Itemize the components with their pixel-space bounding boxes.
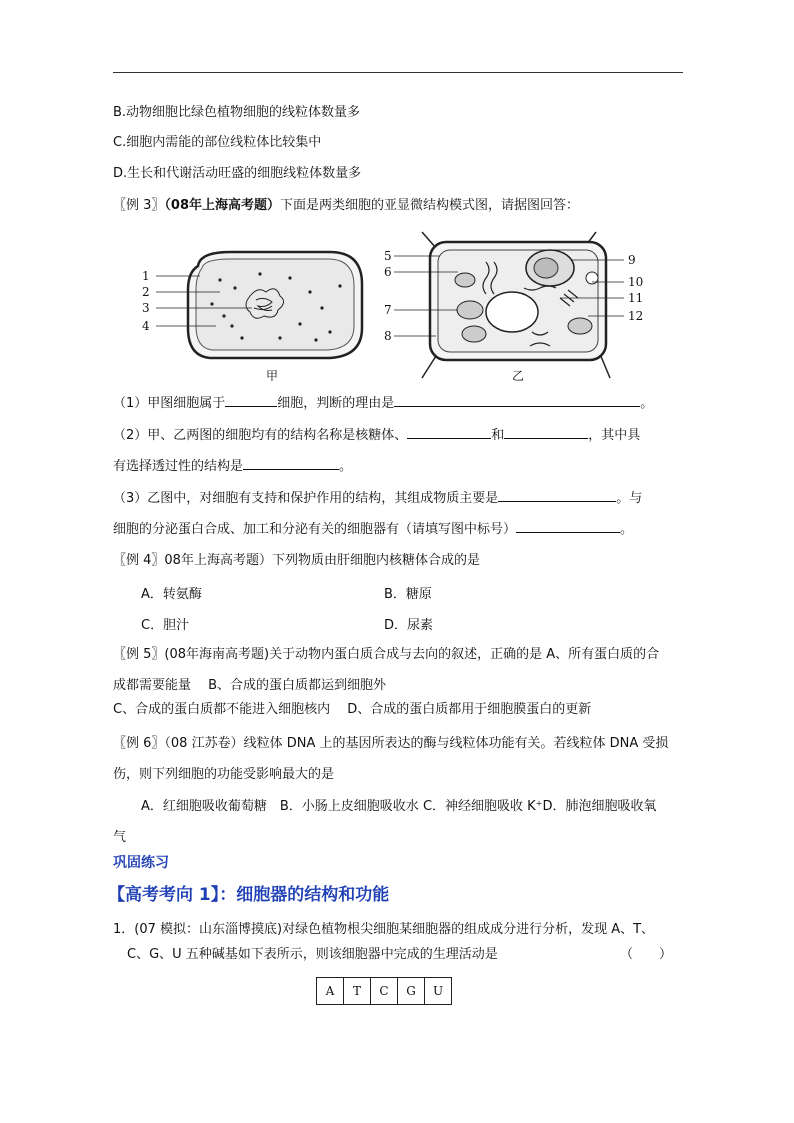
q2-blank-3[interactable] xyxy=(243,457,339,470)
option-c-prev: C.细胞内需能的部位线粒体比较集中 xyxy=(113,135,322,150)
example-4-option-a: A．转氨酶 xyxy=(141,587,202,602)
q2-text-d: 有选择透过性的结构是 xyxy=(113,459,244,474)
option-b-prev: B.动物细胞比绿色植物细胞的线粒体数量多 xyxy=(113,105,361,120)
q2-text-c: ，其中具 xyxy=(588,428,641,443)
example-5-tag: 〖例 5〗 xyxy=(113,647,165,662)
q1-blank-1[interactable] xyxy=(225,394,277,407)
label-yi-11: 11 xyxy=(628,291,644,305)
example-6-text-1: （08 江苏卷）线粒体 DNA 上的基因所表达的酶与线粒体功能有关。若线粒体 DNA 受损 xyxy=(164,736,669,751)
example-4-option-d: D．尿素 xyxy=(384,618,434,633)
label-yi-7: 7 xyxy=(384,303,392,317)
example-6-line-2: 伤，则下列细胞的功能受影响最大的是 xyxy=(113,767,335,782)
label-jia-3: 3 xyxy=(142,301,150,315)
example-3-q3 xyxy=(113,489,642,508)
example-4-text: 08年上海高考题）下列物质由肝细胞内核糖体合成的是 xyxy=(164,553,480,568)
caption-yi: 乙 xyxy=(512,369,525,383)
q3-blank-1[interactable] xyxy=(498,489,616,502)
q2-blank-2[interactable] xyxy=(504,426,588,439)
example-4-stem xyxy=(113,552,480,570)
q3-blank-2[interactable] xyxy=(516,520,620,533)
question-1-line-2: C、G、U 五种碱基如下表所示，则该细胞器中完成的生理活动是 xyxy=(127,947,498,962)
example-5-line-1 xyxy=(113,646,659,664)
consolidation-heading: 巩固练习 xyxy=(113,855,169,871)
section-title: 【高考考向 1】：细胞器的结构和功能 xyxy=(108,885,390,905)
label-yi-6: 6 xyxy=(384,265,392,279)
example-3-stem xyxy=(113,197,579,215)
base-cell: A xyxy=(317,978,344,1005)
q2-text-e: 。 xyxy=(339,459,353,474)
label-yi-8: 8 xyxy=(384,329,392,343)
example-4-option-c: C．胆汁 xyxy=(141,618,190,633)
q1-text-b: 细胞，判断的理由是 xyxy=(277,396,395,411)
caption-jia: 甲 xyxy=(266,369,279,383)
example-4-tag: 〖例 4〗 xyxy=(113,553,165,568)
example-3-tag: 〖例 3〗 xyxy=(113,198,165,213)
example-6-tag: 〖例 6〗 xyxy=(113,736,165,751)
example-3-q1 xyxy=(113,394,653,413)
question-1-line-1: 1．(07 模拟：山东淄博摸底)对绿色植物根尖细胞某细胞器的组成成分进行分析，发现 A、T、 xyxy=(113,922,655,937)
q3-text-c: 细胞的分泌蛋白合成、加工和分泌有关的细胞器有（请填写图中标号） xyxy=(113,522,517,537)
q2-text-a: （2）甲、乙两图的细胞均有的结构名称是核糖体、 xyxy=(113,428,408,443)
example-3-q2 xyxy=(113,426,640,445)
label-jia-4: 4 xyxy=(142,319,150,333)
option-d-prev: D.生长和代谢活动旺盛的细胞线粒体数量多 xyxy=(113,166,362,181)
label-jia-2: 2 xyxy=(142,285,150,299)
q2-text-b: 和 xyxy=(491,428,505,443)
cell-jia-diagram xyxy=(142,252,362,383)
label-yi-12: 12 xyxy=(628,309,644,323)
base-cell: G xyxy=(398,978,425,1005)
q3-text-b: 。与 xyxy=(616,491,643,506)
cell-yi-diagram xyxy=(384,232,643,383)
cell-diagrams xyxy=(140,228,650,388)
example-6-line-1 xyxy=(113,735,668,753)
example-3-q2-cont xyxy=(113,457,352,476)
base-cell: T xyxy=(344,978,371,1005)
q3-text-d: 。 xyxy=(620,522,634,537)
example-5-line-3: C、合成的蛋白质都不能进入细胞核内 D、合成的蛋白质都用于细胞膜蛋白的更新 xyxy=(113,702,592,717)
base-cell: C xyxy=(371,978,398,1005)
example-3-q3-cont xyxy=(113,520,633,539)
example-4-option-b: B．糖原 xyxy=(384,587,432,602)
label-yi-5: 5 xyxy=(384,249,392,263)
example-5-text-1: (08年海南高考题)关于动物内蛋白质合成与去向的叙述，正确的是 A、所有蛋白质的合 xyxy=(164,647,660,662)
example-6-line-4: 气 xyxy=(113,830,127,845)
cell-diagram-figure xyxy=(140,228,650,388)
bases-row xyxy=(317,978,452,1005)
header-rule xyxy=(113,72,683,73)
example-3-text: 下面是两类细胞的亚显微结构模式图，请据图回答： xyxy=(280,198,580,213)
label-yi-10: 10 xyxy=(628,275,644,289)
base-cell: U xyxy=(425,978,452,1005)
question-1-answer-paren: （ ） xyxy=(620,947,673,962)
example-6-options: A．红细胞吸收葡萄糖 B．小肠上皮细胞吸收水 C．神经细胞吸收 K⁺D．肺泡细胞吸收氧 xyxy=(141,799,657,814)
q1-text-c: 。 xyxy=(640,396,654,411)
bases-table xyxy=(316,977,452,1005)
example-3-source: （08年上海高考题） xyxy=(164,198,280,213)
q1-blank-2[interactable] xyxy=(394,394,640,407)
label-jia-1: 1 xyxy=(142,269,150,283)
example-5-line-2: 成都需要能量 B、合成的蛋白质都运到细胞外 xyxy=(113,678,387,693)
label-yi-9: 9 xyxy=(628,253,636,267)
q1-text-a: （1）甲图细胞属于 xyxy=(113,396,226,411)
q2-blank-1[interactable] xyxy=(407,426,491,439)
q3-text-a: （3）乙图中，对细胞有支持和保护作用的结构，其组成物质主要是 xyxy=(113,491,499,506)
